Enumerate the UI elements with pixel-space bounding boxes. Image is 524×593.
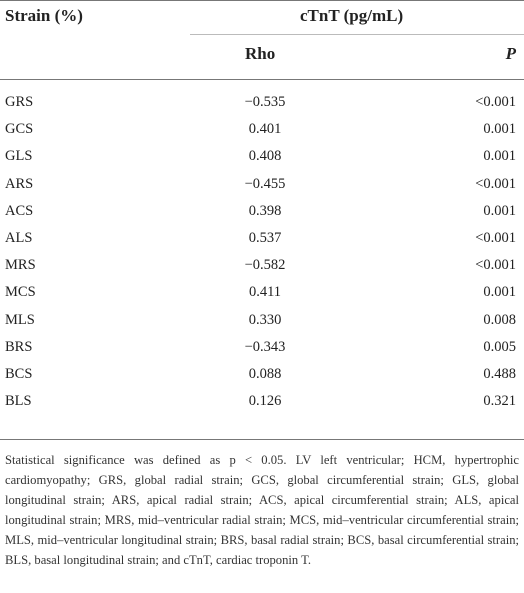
table-footnote: Statistical significance was defined as p < 0.05. LV left ventricular; HCM, hypertrophic cardiomyopathy; GRS, global radial strain; GCS, global circumferential strain; GLS, global longitudinal strain; ARS, apical radial strain; ACS, apical circumferential strain; ALS, apical longitudinal strain; MRS, mid–ventricular radial strain; MCS, mid–ventricular circumferential strain; MLS, mid–ventricular longitudinal strain; BRS, basal radial strain; BCS, basal circumferential strain; BLS, basal longitudinal strain; and cTnT, cardiac troponin T. [5, 453, 519, 567]
header-p: P [505, 44, 516, 63]
table-bottom-rule [0, 439, 524, 440]
rho-cell: 0.330 [248, 311, 282, 328]
rho-cell: −0.582 [244, 257, 286, 274]
p-value-cell: 0.488 [483, 366, 516, 382]
strain-cell: ARS [5, 175, 34, 192]
strain-cell: ACS [5, 202, 34, 219]
rho-cell: −0.455 [244, 175, 286, 192]
rho-cell: 0.126 [248, 393, 282, 410]
p-value-cell: <0.001 [475, 230, 516, 246]
strain-cell: GRS [5, 94, 34, 110]
p-value-cell: 0.001 [483, 284, 516, 301]
rho-cell: −0.535 [244, 94, 286, 110]
table-row [0, 143, 524, 169]
table-row [0, 198, 524, 224]
p-value-cell: <0.001 [475, 94, 516, 110]
p-value-cell: 0.001 [483, 148, 516, 165]
table-row [0, 252, 524, 278]
p-value-cell: 0.001 [483, 202, 516, 219]
table-row [0, 89, 524, 115]
strain-cell: BRS [5, 338, 33, 355]
strain-cell: BLS [5, 393, 32, 410]
rho-cell: 0.411 [248, 284, 282, 301]
rho-cell: 0.537 [248, 230, 282, 246]
rho-cell: 0.088 [248, 366, 282, 382]
strain-cell: GLS [5, 148, 33, 165]
p-value-cell: <0.001 [475, 175, 516, 192]
p-value-cell: <0.001 [475, 257, 516, 274]
header-group-rule [190, 34, 524, 35]
strain-cell: MCS [5, 284, 36, 301]
table-row [0, 116, 524, 142]
table-row [0, 307, 524, 333]
header-strain: Strain (%) [5, 6, 83, 25]
rho-cell: 0.408 [248, 148, 282, 165]
rho-cell: 0.401 [248, 121, 282, 138]
table-row [0, 361, 524, 387]
rho-cell: 0.398 [248, 202, 282, 219]
strain-cell: GCS [5, 121, 34, 138]
table-row [0, 225, 524, 251]
table-row [0, 388, 524, 414]
strain-cell: BCS [5, 366, 33, 382]
header-rho: Rho [245, 44, 276, 63]
table-row [0, 334, 524, 360]
table-row [0, 279, 524, 305]
header-ctnt-group: cTnT (pg/mL) [300, 6, 404, 25]
header-bottom-rule [0, 79, 524, 80]
strain-cell: MRS [5, 257, 36, 274]
p-value-cell: 0.321 [483, 393, 516, 410]
p-value-cell: 0.005 [483, 338, 516, 355]
rho-cell: −0.343 [244, 338, 286, 355]
strain-cell: ALS [5, 230, 33, 246]
table-row [0, 171, 524, 197]
p-value-cell: 0.001 [483, 121, 516, 138]
p-value-cell: 0.008 [483, 311, 516, 328]
table-top-rule [0, 0, 524, 1]
strain-cell: MLS [5, 311, 35, 328]
